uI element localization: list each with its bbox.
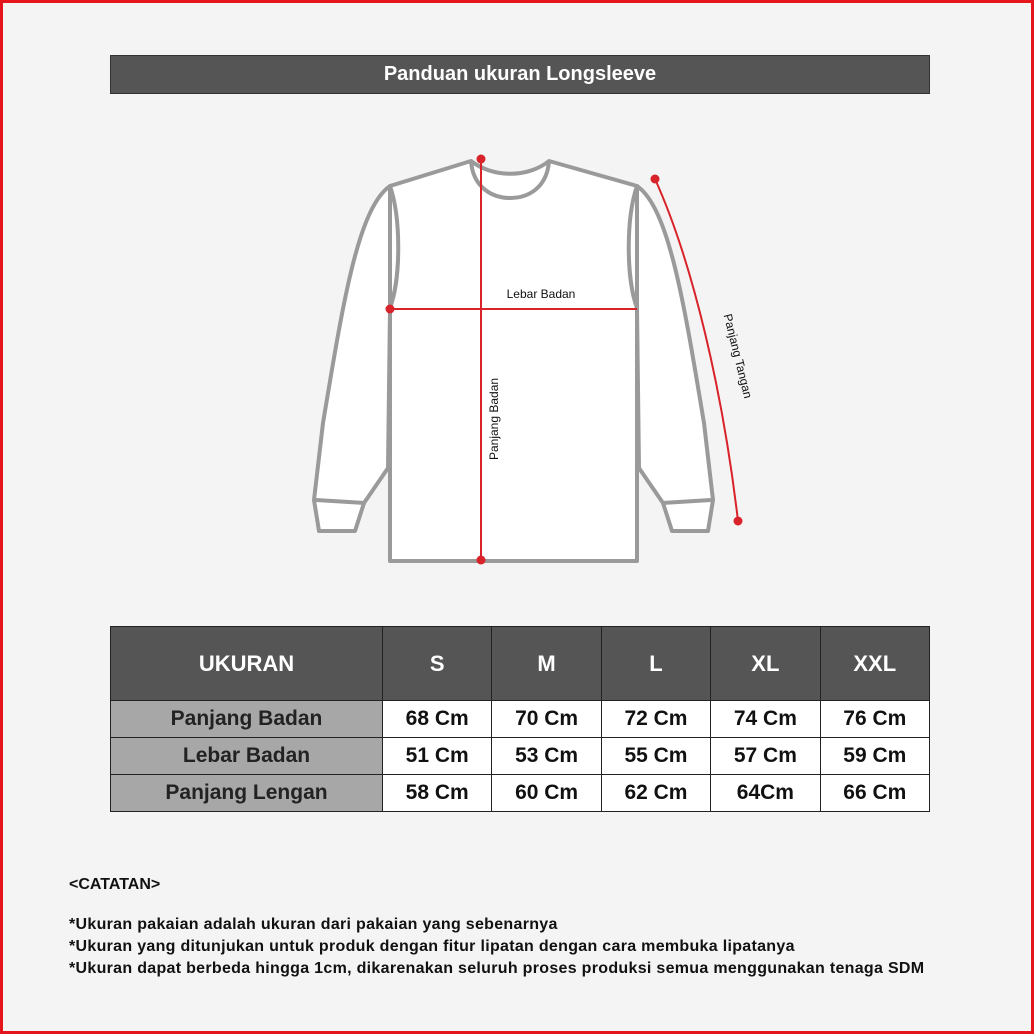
table-cell: 58 Cm <box>383 775 492 812</box>
table-cell: 66 Cm <box>820 775 929 812</box>
table-cell: 51 Cm <box>383 738 492 775</box>
table-cell: 59 Cm <box>820 738 929 775</box>
size-header-s: S <box>383 627 492 701</box>
right-sleeve-shape <box>637 186 713 531</box>
table-cell: 62 Cm <box>601 775 710 812</box>
row-label-panjang-lengan: Panjang Lengan <box>111 775 383 812</box>
note-line: *Ukuran dapat berbeda hingga 1cm, dikarenakan seluruh proses produksi semua menggunakan tenaga SDM <box>69 960 925 977</box>
body-length-label: Panjang Badan <box>487 377 501 461</box>
width-label: Lebar Badan <box>506 287 576 301</box>
note-line: *Ukuran yang ditunjukan untuk produk dengan fitur lipatan dengan cara membuka lipatanya <box>69 938 795 955</box>
sleeve-end-dot <box>734 517 743 526</box>
table-cell: 68 Cm <box>383 701 492 738</box>
table-row <box>111 775 930 812</box>
shirt-illustration <box>303 143 773 583</box>
table-cell: 76 Cm <box>820 701 929 738</box>
table-cell: 72 Cm <box>601 701 710 738</box>
page-title: Panduan ukuran Longsleeve <box>110 55 930 94</box>
size-table <box>110 626 930 812</box>
table-cell: 70 Cm <box>492 701 601 738</box>
size-header-xxl: XXL <box>820 627 929 701</box>
note-line: *Ukuran pakaian adalah ukuran dari pakaian yang sebenarnya <box>69 916 558 933</box>
size-header-l: L <box>601 627 710 701</box>
shirt-outline <box>314 161 713 561</box>
table-cell: 55 Cm <box>601 738 710 775</box>
sleeve-start-dot <box>651 175 660 184</box>
notes-section <box>69 876 1009 980</box>
size-header-label: UKURAN <box>111 627 383 701</box>
width-start-dot <box>386 305 395 314</box>
body-shape <box>390 161 637 561</box>
size-header-m: M <box>492 627 601 701</box>
body-length-start-dot <box>477 155 486 164</box>
size-header-xl: XL <box>711 627 820 701</box>
left-sleeve-shape <box>314 186 390 531</box>
sleeve-length-label: Panjang Tangan <box>720 312 756 400</box>
table-cell: 53 Cm <box>492 738 601 775</box>
table-cell: 64Cm <box>711 775 820 812</box>
body-length-end-dot <box>477 556 486 565</box>
table-row <box>111 701 930 738</box>
longsleeve-diagram <box>303 143 773 583</box>
notes-heading: <CATATAN> <box>69 876 161 893</box>
table-row <box>111 738 930 775</box>
table-cell: 74 Cm <box>711 701 820 738</box>
table-cell: 57 Cm <box>711 738 820 775</box>
row-label-lebar-badan: Lebar Badan <box>111 738 383 775</box>
table-cell: 60 Cm <box>492 775 601 812</box>
size-table-header-row <box>111 627 930 701</box>
row-label-panjang-badan: Panjang Badan <box>111 701 383 738</box>
